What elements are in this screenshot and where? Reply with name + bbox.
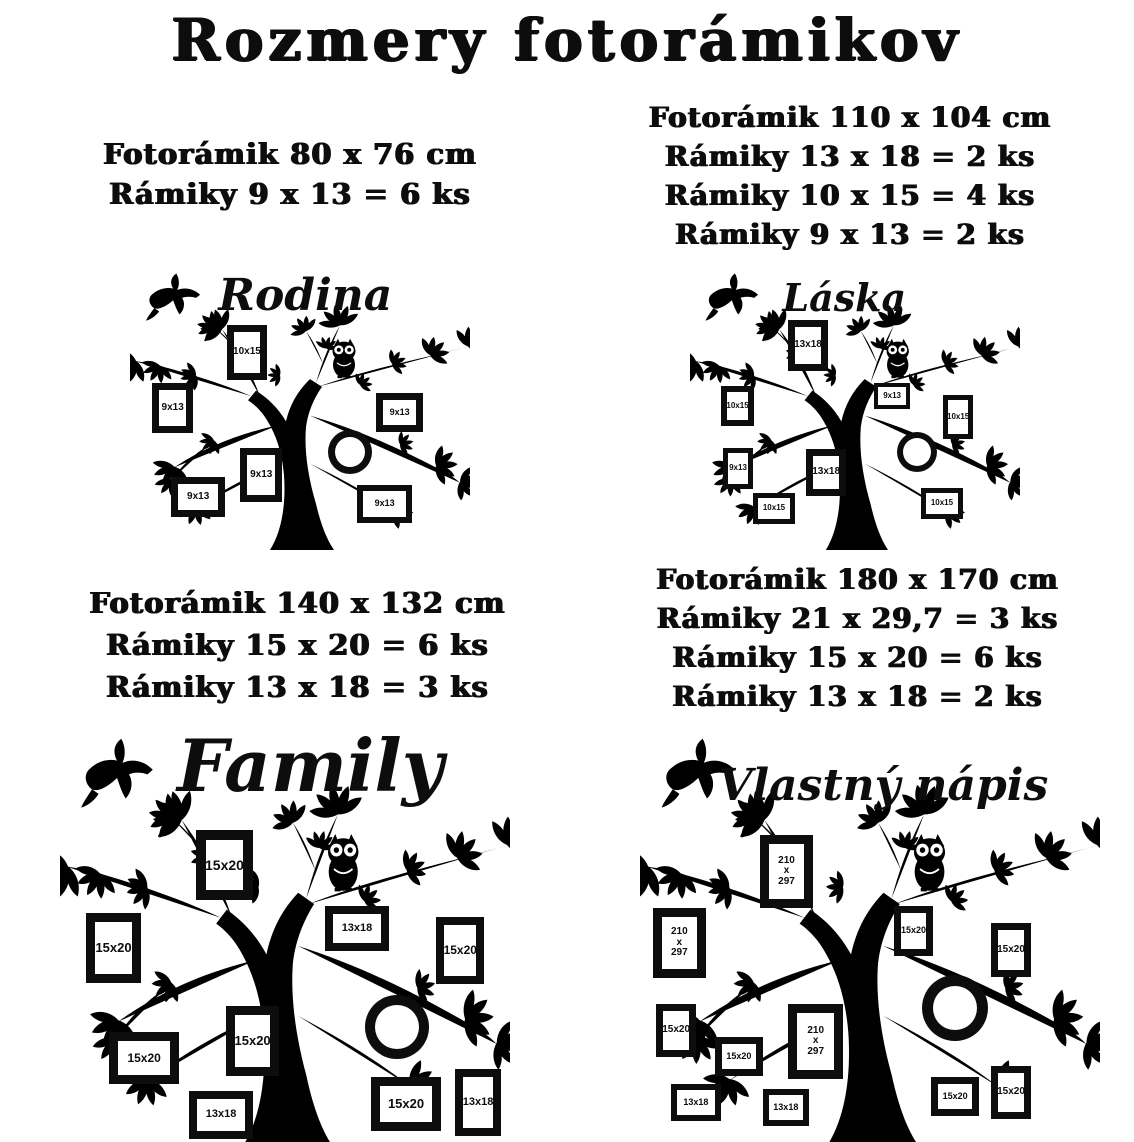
photo-frame: 15x20 — [86, 913, 141, 983]
header-line: Rámiky 15 x 20 = 6 ks — [672, 641, 1043, 674]
tree-label: Family — [177, 723, 444, 809]
photo-frame: 210 x 297 — [653, 908, 706, 978]
circle-frame — [328, 430, 372, 474]
photo-frame: 10x15 — [921, 488, 963, 519]
photo-frame: 15x20 — [931, 1077, 979, 1116]
header-vlastny-napis — [615, 560, 1100, 716]
photo-frame: 9x13 — [152, 383, 193, 433]
circle-frame — [897, 432, 937, 472]
header-line: Rámiky 15 x 20 = 6 ks — [106, 628, 489, 662]
header-line: Rámiky 13 x 18 = 2 ks — [664, 140, 1036, 173]
photo-frame: 13x18 — [788, 320, 828, 371]
header-line: Fotorámik 110 x 104 cm — [648, 101, 1052, 134]
photo-frame: 13x18 — [325, 906, 389, 951]
header-family — [45, 582, 550, 708]
photo-frame: 15x20 — [436, 917, 484, 984]
photo-frame: 15x20 — [894, 906, 933, 956]
header-line: Rámiky 9 x 13 = 2 ks — [675, 218, 1025, 251]
photo-frame: 13x18 — [671, 1084, 721, 1121]
tree-rodina — [130, 262, 470, 550]
header-laska — [610, 98, 1090, 254]
photo-frame: 15x20 — [991, 1066, 1031, 1119]
photo-frame: 15x20 — [196, 830, 253, 900]
photo-frame: 15x20 — [656, 1004, 696, 1057]
photo-frame: 10x15 — [943, 395, 973, 439]
tree-label: Vlastný nápis — [718, 760, 1049, 811]
header-line: Rámiky 9 x 13 = 6 ks — [109, 177, 471, 211]
circle-frame — [922, 975, 988, 1041]
tree-label: Láska — [782, 275, 907, 321]
photo-frame: 10x15 — [227, 325, 267, 380]
photo-frame: 15x20 — [109, 1032, 179, 1084]
photo-frame: 9x13 — [171, 477, 225, 517]
photo-frame: 13x18 — [455, 1069, 501, 1136]
photo-frame: 13x18 — [763, 1089, 809, 1126]
photo-frame: 10x15 — [721, 386, 754, 426]
photo-frame: 9x13 — [723, 448, 753, 489]
photo-frame: 210 x 297 — [788, 1004, 843, 1079]
tree-laska — [690, 262, 1020, 550]
photo-frame: 13x18 — [189, 1091, 253, 1139]
tree-family — [60, 722, 510, 1142]
tree-vlastny-napis — [640, 722, 1100, 1142]
photo-frame: 15x20 — [991, 923, 1031, 977]
header-line: Rámiky 10 x 15 = 4 ks — [664, 179, 1036, 212]
photo-frame: 9x13 — [240, 448, 282, 502]
photo-frame: 9x13 — [874, 383, 910, 409]
circle-frame — [365, 995, 429, 1059]
photo-frame: 10x15 — [753, 493, 795, 524]
photo-frame: 13x18 — [806, 449, 846, 496]
header-line: Rámiky 13 x 18 = 2 ks — [672, 680, 1043, 713]
photo-frame: 210 x 297 — [760, 835, 813, 908]
header-line: Rámiky 21 x 29,7 = 3 ks — [656, 602, 1059, 635]
page-title: Rozmery fotorámikov — [171, 6, 963, 74]
tree-label: Rodina — [218, 269, 393, 321]
photo-frame: 15x20 — [226, 1006, 279, 1076]
photo-frame: 9x13 — [357, 485, 412, 523]
header-rodina — [40, 134, 540, 214]
header-line: Fotorámik 80 x 76 cm — [103, 137, 477, 171]
header-line: Rámiky 13 x 18 = 3 ks — [106, 670, 489, 704]
photo-frame: 15x20 — [715, 1037, 763, 1076]
header-line: Fotorámik 180 x 170 cm — [656, 563, 1059, 596]
photo-frame: 15x20 — [371, 1077, 441, 1131]
header-line: Fotorámik 140 x 132 cm — [89, 586, 506, 620]
photo-frame: 9x13 — [376, 393, 423, 432]
